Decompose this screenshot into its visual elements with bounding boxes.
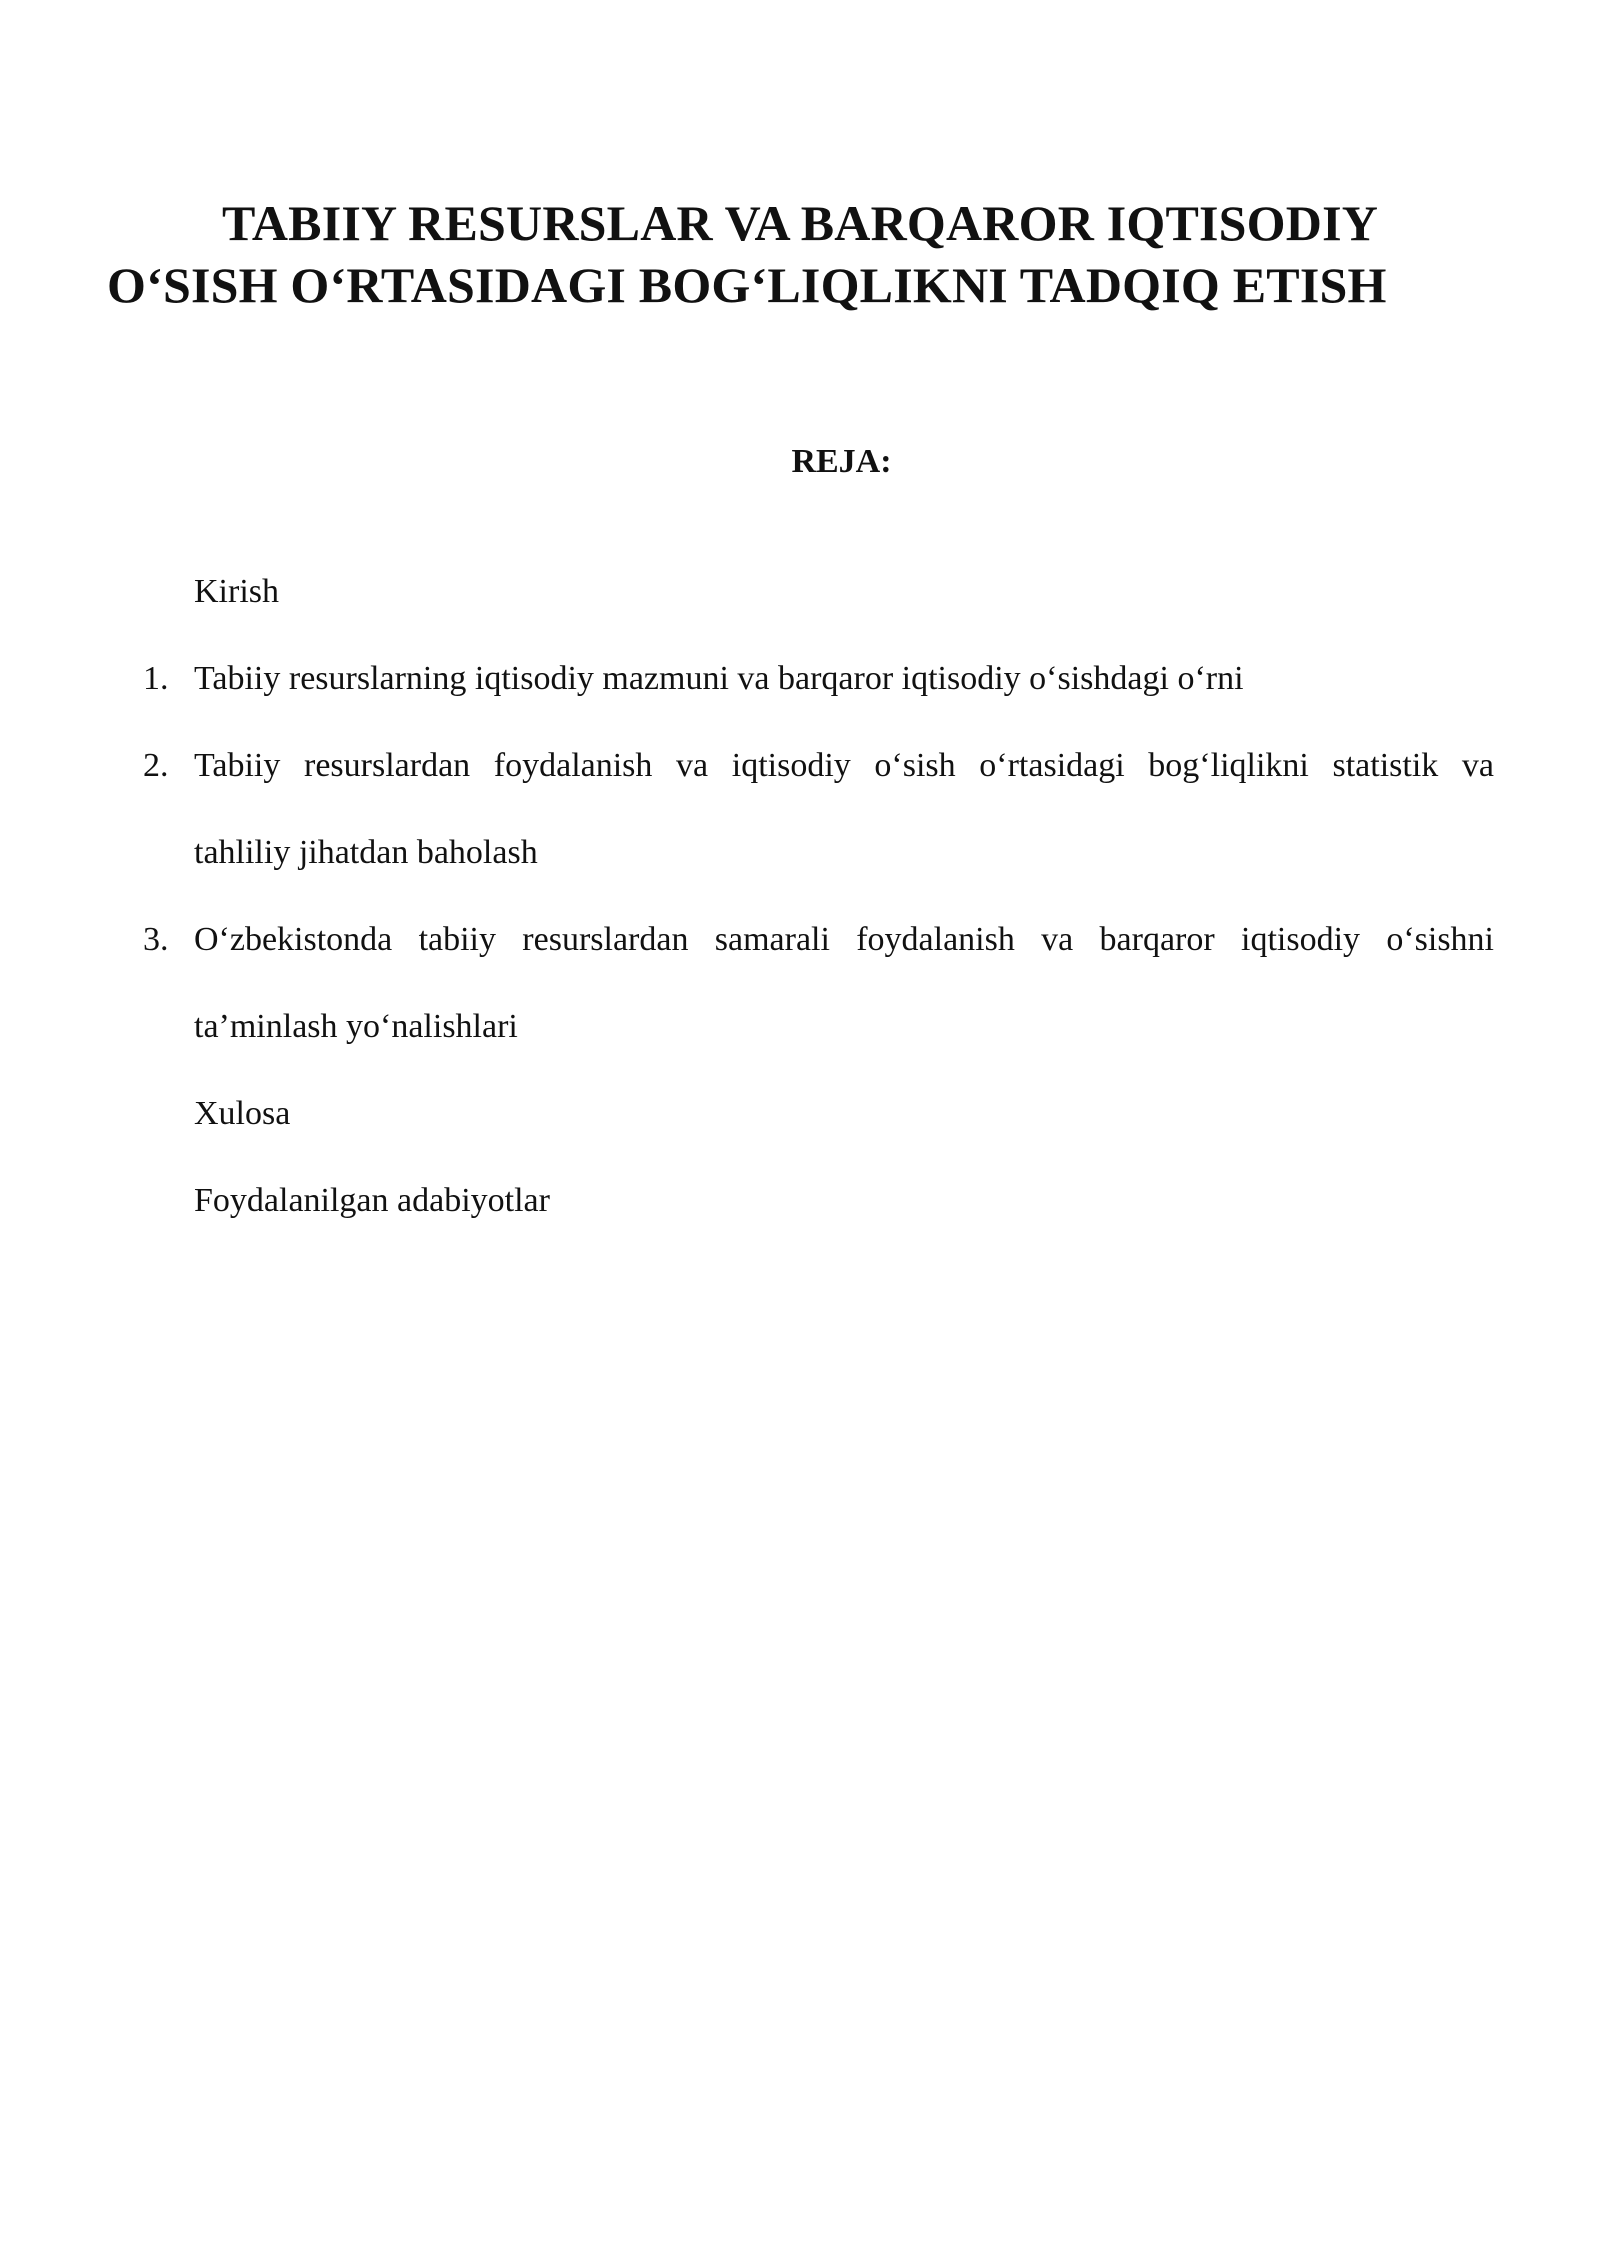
plan-references: Foydalanilgan adabiyotlar <box>194 1182 550 1219</box>
title-line-1: TABIIY RESURSLAR VA BARQAROR IQTISODIY <box>222 195 1379 251</box>
list-item-2-number: 2. <box>143 747 169 784</box>
list-item-1-number: 1. <box>143 660 169 697</box>
list-item-3-number: 3. <box>143 921 169 958</box>
list-item-3-text-line-2: ta’minlash yo‘nalishlari <box>194 1008 518 1045</box>
plan-conclusion: Xulosa <box>194 1095 291 1132</box>
list-item-2-text-line-2: tahliliy jihatdan baholash <box>194 834 538 871</box>
list-item-1-text: Tabiiy resurslarning iqtisodiy mazmuni va barqaror iqtisodiy o‘sishdagi o‘rni <box>194 660 1244 697</box>
list-item-2-text-line-1: Tabiiy resurslardan foydalanish va iqtisodiy o‘sish o‘rtasidagi bog‘liqlikni statistik va <box>194 747 1494 784</box>
plan-heading: REJA: <box>791 443 892 480</box>
list-item-3-text-line-1: O‘zbekistonda tabiiy resurslardan samarali foydalanish va barqaror iqtisodiy o‘sishni <box>194 921 1494 958</box>
plan-intro: Kirish <box>194 573 279 610</box>
title-line-2: O‘SISH O‘RTASIDAGI BOG‘LIQLIKNI TADQIQ ETISH <box>107 257 1387 313</box>
